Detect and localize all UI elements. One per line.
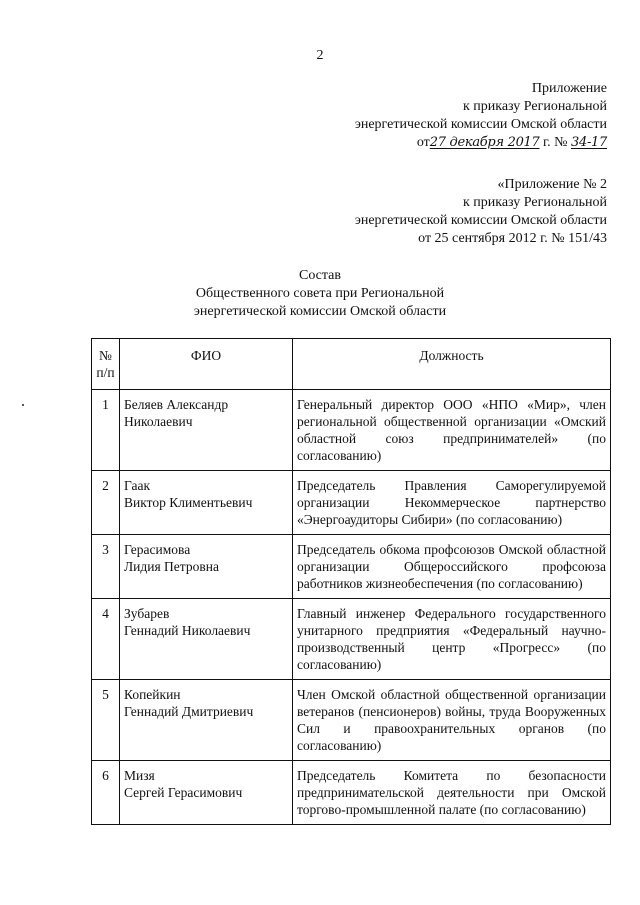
table-row — [92, 535, 611, 599]
appendix-2-order-line: к приказу Региональной — [462, 195, 607, 210]
header-position: Должность — [293, 339, 611, 390]
row-number: 3 — [92, 535, 120, 599]
member-surname: Зубарев — [124, 606, 170, 621]
member-given-names: Николаевич — [124, 414, 193, 429]
row-number: 2 — [92, 471, 120, 535]
appendix-header — [355, 80, 607, 152]
header-fio: ФИО — [120, 339, 293, 390]
row-number: 1 — [92, 390, 120, 471]
member-position: Главный инженер Федерального государственного унитарного предприятия «Федеральный научно-производственный центр «Прогресс» (по согласованию) — [293, 599, 611, 680]
table-row — [92, 390, 611, 471]
table-header-row — [92, 339, 611, 390]
member-name — [120, 535, 293, 599]
appendix-date-line — [355, 134, 607, 152]
member-position: Генеральный директор ООО «НПО «Мир», член региональной общественной организации «Омский областной союз предпринимателей» (по согласованию) — [293, 390, 611, 471]
member-name — [120, 761, 293, 825]
table-row — [92, 599, 611, 680]
member-given-names: Лидия Петровна — [124, 559, 219, 574]
appendix-2-header — [355, 176, 607, 248]
scan-speck — [22, 404, 24, 406]
date-year-suffix: г. № — [542, 135, 568, 150]
handwritten-number: 34-17 — [571, 135, 607, 150]
council-members-table — [91, 338, 611, 825]
date-prefix: от — [416, 135, 430, 150]
member-surname: Беляев Александр — [124, 397, 229, 412]
title-line-3: энергетической комиссии Омской области — [193, 304, 447, 319]
member-given-names: Сергей Герасимович — [124, 785, 243, 800]
appendix-title: Приложение — [531, 81, 607, 96]
row-number: 5 — [92, 680, 120, 761]
member-surname: Мизя — [124, 768, 155, 783]
table-row — [92, 680, 611, 761]
member-name — [120, 390, 293, 471]
table-row — [92, 761, 611, 825]
member-position: Председатель обкома профсоюзов Омской областной организации Общероссийского профсоюза работников жизнеобеспечения (по согласованию) — [293, 535, 611, 599]
member-surname: Герасимова — [124, 542, 191, 557]
row-number: 6 — [92, 761, 120, 825]
member-surname: Копейкин — [124, 687, 181, 702]
row-number: 4 — [92, 599, 120, 680]
appendix-2-date-line: от 25 сентября 2012 г. № 151/43 — [418, 231, 607, 246]
member-position: Член Омской областной общественной организации ветеранов (пенсионеров) войны, труда Вооруженных Сил и правоохранительных органов (по согласованию) — [293, 680, 611, 761]
title-line-1: Состав — [298, 268, 341, 283]
page-number: 2 — [316, 48, 324, 63]
header-num-line-2: п/п — [96, 365, 115, 380]
member-surname: Гаак — [124, 478, 151, 493]
handwritten-date: 27 декабря 2017 — [429, 135, 540, 150]
member-name — [120, 599, 293, 680]
table-row — [92, 471, 611, 535]
member-name — [120, 680, 293, 761]
member-position: Председатель Правления Саморегулируемой организации Некоммерческое партнерство «Энергоаудиторы Сибири» (по согласованию) — [293, 471, 611, 535]
appendix-order-line: к приказу Региональной — [462, 99, 607, 114]
header-num-line-1: № — [99, 348, 112, 363]
appendix-2-title: «Приложение № 2 — [497, 177, 607, 192]
member-position: Председатель Комитета по безопасности предпринимательской деятельности при Омской торгово-промышленной палате (по согласованию) — [293, 761, 611, 825]
appendix-commission-line: энергетической комиссии Омской области — [354, 117, 607, 132]
member-given-names: Виктор Климентьевич — [124, 495, 253, 510]
member-given-names: Геннадий Дмитриевич — [124, 704, 254, 719]
header-num — [92, 339, 120, 390]
member-given-names: Геннадий Николаевич — [124, 623, 251, 638]
document-title — [0, 267, 640, 321]
title-line-2: Общественного совета при Региональной — [195, 286, 445, 301]
member-name — [120, 471, 293, 535]
appendix-2-commission-line: энергетической комиссии Омской области — [354, 213, 607, 228]
